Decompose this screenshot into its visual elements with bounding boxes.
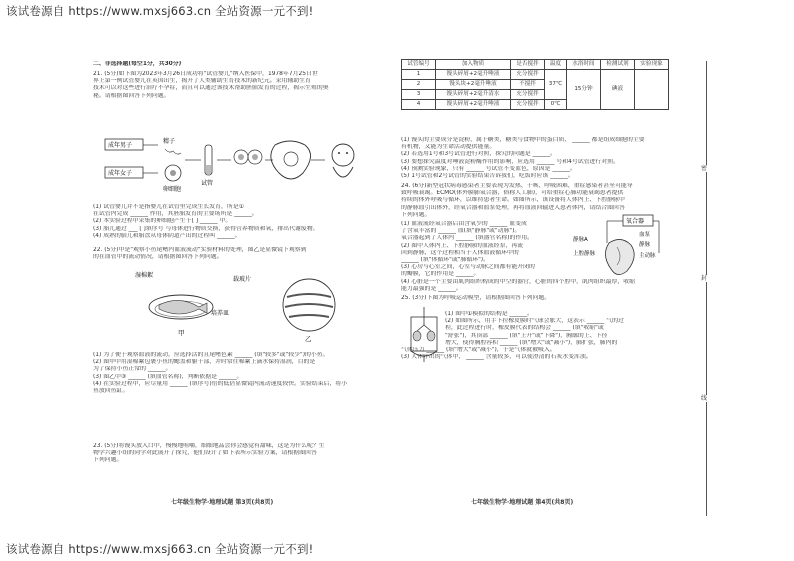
father-label: 成年男子 bbox=[108, 142, 133, 149]
q21-item: (2) 本实验过程中采集的卵细胞产生于[ ] ______ 中。 bbox=[93, 218, 232, 225]
ivf-diagram bbox=[103, 135, 373, 197]
table-header-row bbox=[402, 60, 669, 70]
table-cell: 充分搅拌 bbox=[511, 100, 545, 110]
q24-line: 持续的体外呼吸与循环，以维持患者生命。如图所示，该设备将人体内上、下腔静脉中 bbox=[401, 197, 625, 204]
cotton-label: 湿棉絮 bbox=[135, 272, 154, 279]
q23-line: 23. (5分)将馒头放入口中，慢慢地咀嚼，细细地品尝你会感觉有甜味，这是为什么呢？生 bbox=[93, 443, 325, 449]
q24-item: (3) 心房与心室之间，心室与动脉之间都有能开闭的 bbox=[401, 264, 535, 271]
q25-item: 程，此过程进行时，橡皮膜代表的结构会 ______ (填"收缩"或 bbox=[445, 325, 604, 332]
q23-item: (4) 预测实验现象，只有 ______ 号试管不变蓝色，原因是 ______。 bbox=[401, 165, 576, 172]
q21-item: 在试管内完成 ______ 作用，其胚胎发育的主要场所是 ______。 bbox=[93, 211, 258, 218]
q25-item: 增大，使得胸腔容积 ______ (填"增大"或"减小")，肺扩张，肺内的 bbox=[445, 339, 618, 346]
q24-item: 氧合器起到了人体内 ______ (填器官名称)的作用。 bbox=[401, 235, 534, 242]
table-cell-temp-37: 37℃ bbox=[545, 70, 567, 100]
seal-char: 封 bbox=[701, 275, 708, 282]
table-cell: 充分搅拌 bbox=[511, 70, 545, 80]
q22-item: 为了保持小鱼正常的 ______。 bbox=[93, 366, 172, 373]
q22-line: 22. (5分)甲是"观察小鱼尾鳍内血液流动"实验材料的处理，图乙是显微镜下观察到 bbox=[93, 247, 307, 253]
table-cell: 馒头碎屑+2毫升清水 bbox=[436, 90, 511, 100]
q25-item: (3) 人体呼出的气体中， ______ 含量较多，可以使澄清的石灰水变浑浊。 bbox=[401, 354, 592, 361]
q23-item: (1) 馒头的主要成分是淀粉，属于糖类，糖类与食物中的蛋白质、 ______ 都是组成细胞的主要 bbox=[401, 137, 645, 143]
q23-line: 下列问题。 bbox=[93, 457, 123, 464]
q24-line: 24. (6分)新型冠状病毒感染者主要表现为发热、干咳、呼吸困难，重症感染者甚至可能导 bbox=[401, 183, 633, 189]
dish-label: 培养皿 bbox=[211, 310, 230, 317]
q22-item: (3) 图乙中③ ______ (填血管名称)，判断依据是 ______。 bbox=[93, 373, 243, 380]
figure-a-label: 甲 bbox=[178, 329, 185, 337]
artery-label: 主动脉 bbox=[639, 253, 656, 259]
table-cell-temp-0: 0℃ bbox=[545, 100, 567, 110]
q23-item: (5) 1号试管和2号试管的实验结果告诉我们，吃饭时应该 ______。 bbox=[401, 173, 574, 180]
page-4-footer: 七年级生物学·地理试题 第4页(共8页) bbox=[471, 499, 574, 506]
table-cell-reagent: 碘液 bbox=[600, 70, 634, 110]
fish-experiment-figure bbox=[133, 267, 353, 345]
table-cell: 4 bbox=[402, 100, 436, 110]
seal-char: 密 bbox=[701, 165, 708, 172]
watermark-top: 该试卷源自 https://www.mxsj663.cn 全站资源一元不到! bbox=[6, 4, 314, 18]
q22-item: (4) 在实验过程中，应尽量用 ______ (填序号)倍的低倍显微镜内流动速度较快。实验结束后，将小 bbox=[93, 380, 348, 387]
q23-item: (3) 要想探究温度对唾液淀粉酶作用的影响，应选用 ______ 号和4号试管进行对照。 bbox=[401, 158, 619, 165]
seal-line-gutter bbox=[678, 55, 718, 516]
q24-line: 致呼吸衰竭。ECMO(体外膜肺氧合器，俗称人工肺)，可给重症心肺功能衰竭患者提供 bbox=[401, 190, 624, 197]
page-3-footer: 七年级生物学·地理试题 第3页(共8页) bbox=[171, 499, 274, 506]
table-cell-time: 15分钟 bbox=[566, 70, 600, 110]
q21-item: (4) 成熟的胎儿和胎盘从母体阴道产出的过程叫 ______。 bbox=[93, 232, 241, 239]
page-3 bbox=[93, 55, 383, 516]
table-cell: 3 bbox=[402, 90, 436, 100]
table-header-cell: 温度 bbox=[545, 60, 567, 70]
q24-line: 的静脉血引出体外，经氧合器和血泵处理，再将血液回输进入患者体内，请结合图回答 bbox=[401, 204, 625, 211]
q21-subquestions bbox=[93, 204, 383, 240]
q24-item: 能力最强的是 ______。 bbox=[401, 286, 462, 293]
q25-subquestions-tail bbox=[401, 347, 669, 361]
egg-label: 卵细胞 bbox=[163, 186, 182, 193]
q23-line: 物学兴趣小组的同学对此展开了探究，他们设计了如下表所示实验方案，请根据图回答 bbox=[93, 450, 317, 457]
seal-char: 线 bbox=[701, 395, 708, 402]
q25-item: (1) 图中①模拟的结构是 ______。 bbox=[445, 311, 534, 317]
question-25 bbox=[401, 295, 669, 302]
q21-item: (3) 胎儿通过 ___ [ ]填序号 与母体进行物质交换，获得营养物质和氧，排出代谢废物。 bbox=[93, 225, 319, 232]
mother-label: 成年女子 bbox=[108, 170, 133, 177]
table-cell: 2 bbox=[402, 80, 436, 90]
question-21 bbox=[93, 71, 383, 100]
q25-item: (2) 如图所示，用手下拉橡皮膜时气球会胀大，这表示 ______ 气的过 bbox=[445, 318, 624, 325]
q23-item: (2) 若选用1号和3号试管进行对照，探究的问题是 ______。 bbox=[401, 151, 557, 158]
table-header-cell: 是否搅拌 bbox=[511, 60, 545, 70]
table-header-cell: 实验现象 bbox=[634, 60, 668, 70]
q21-item: (1) 试管婴儿并不是指婴儿在试管里完成生长发育，所是① bbox=[93, 204, 244, 210]
question-23 bbox=[93, 443, 383, 465]
question-22 bbox=[93, 247, 383, 261]
q25-item: 气体压力 ______ (填"增大"或"减小")，于是气体就被吸入。 bbox=[401, 347, 556, 353]
q22-line: 的在血管中的流动情况，请根据图回答下列问题。 bbox=[93, 254, 223, 261]
q22-subquestions bbox=[93, 352, 383, 395]
table-cell: 充分搅拌 bbox=[511, 90, 545, 100]
q21-line: 技术可以对这些进行治疗不孕症，而且可以通过该技术帮助胚胎发育的过程，揭示生殖的奥 bbox=[93, 85, 329, 92]
pump-label: 血泵 bbox=[639, 232, 651, 238]
table-cell: 馒头碎屑+2毫升唾液 bbox=[436, 70, 511, 80]
watermark-bottom: 该试卷源自 https://www.mxsj663.cn 全站资源一元不到! bbox=[6, 542, 314, 556]
q21-line: 21. (5分)如下图为2023年3月26日成功将"试管婴儿"纳入医保中，1978年7月25日世 bbox=[93, 71, 318, 77]
slide-label: 载玻片 bbox=[233, 276, 252, 283]
q21-line: 界上第一例试管婴儿在英国出生，揭开了人类辅助生育技术的新纪元。采用辅助生育 bbox=[93, 78, 311, 85]
upper-vena-label: 上腔静脉 bbox=[573, 251, 596, 257]
vena-label: 静脉 bbox=[639, 242, 651, 248]
experiment-table bbox=[401, 59, 669, 110]
q21-line: 秘。请根据图回答下列问题。 bbox=[93, 92, 170, 99]
sperm-label: 精子 bbox=[163, 138, 176, 145]
inner-vein-label: 静脉A bbox=[573, 237, 588, 243]
q24-item: (1) 血液流经氧合器后由含氧少的 ______ 血变成 bbox=[401, 221, 527, 227]
q24-item: (4) 心脏是一个主要由肌肉组织构成的中空的器官，心脏的四个腔中，肌肉组织最厚，收缩 bbox=[401, 279, 636, 285]
q25-line: 25. (3分)下图为呼吸运动模型，请根据图回答下列问题。 bbox=[401, 295, 551, 301]
q24-line: 下列问题。 bbox=[401, 211, 431, 218]
table-cell: 不搅拌 bbox=[511, 80, 545, 90]
figure-b-label: 乙 bbox=[305, 335, 312, 343]
section-title: 二、非选择题(每空1分，共30分) bbox=[93, 61, 182, 67]
q24-item: (2) 图中人体内上、下腔静脉的血液经泵，再流 bbox=[401, 242, 524, 249]
q24-item: 回到静脉，这个过程相当于人体血液循环中的 bbox=[401, 249, 519, 256]
q24-item: 的瓣膜，它的作用是 ______。 bbox=[401, 271, 480, 278]
tube-label: 试管 bbox=[201, 180, 214, 187]
table-row bbox=[402, 70, 669, 80]
q22-item: (1) 为了便于观察血液的流动，应选择活的且尾鳍色素 ______ (填"较多"或"较少")的小鱼。 bbox=[93, 352, 329, 358]
table-cell: 馒头碎屑+2毫升唾液 bbox=[436, 100, 511, 110]
table-header-cell: 试管编号 bbox=[402, 60, 436, 70]
seal-line bbox=[706, 61, 707, 516]
q25-item: "舒张")，其顶部 ______ (填"上升"或"下降")，胸廓的上、下径 bbox=[445, 332, 608, 339]
q24-item: ______ (填"体循环"或"肺循环")。 bbox=[401, 257, 489, 264]
oxygenator-label: 氧合器 bbox=[626, 218, 645, 225]
exam-sheet bbox=[81, 55, 719, 516]
q24-item: 了含氧丰富的 ______ 血(填"静脉"或"动脉")。 bbox=[401, 228, 521, 235]
q23-subquestions bbox=[401, 137, 669, 180]
table-cell: 馒头块+2毫升唾液 bbox=[436, 80, 511, 90]
q24-subquestions bbox=[401, 221, 571, 279]
table-header-cell: 水浴时间 bbox=[566, 60, 600, 70]
table-header-cell: 检测试剂 bbox=[600, 60, 634, 70]
q25-subquestions bbox=[445, 311, 669, 347]
q24-subquestions-wide bbox=[401, 279, 669, 293]
q23-item: 有机物，又能为生命活动提供能量。 bbox=[401, 144, 496, 151]
page-4 bbox=[401, 55, 669, 516]
ecmo-diagram bbox=[573, 213, 669, 279]
table-cell: 1 bbox=[402, 70, 436, 80]
q22-item: 鱼放回鱼缸。 bbox=[93, 388, 129, 395]
table-header-cell: 加入物质 bbox=[436, 60, 511, 70]
table-cell-result bbox=[634, 70, 668, 110]
q22-item: (2) 图甲中用湿棉絮包裹小鱼的鳃盖和躯干部，并时常往棉絮上滴水保持湿润，目的是 bbox=[93, 359, 316, 366]
